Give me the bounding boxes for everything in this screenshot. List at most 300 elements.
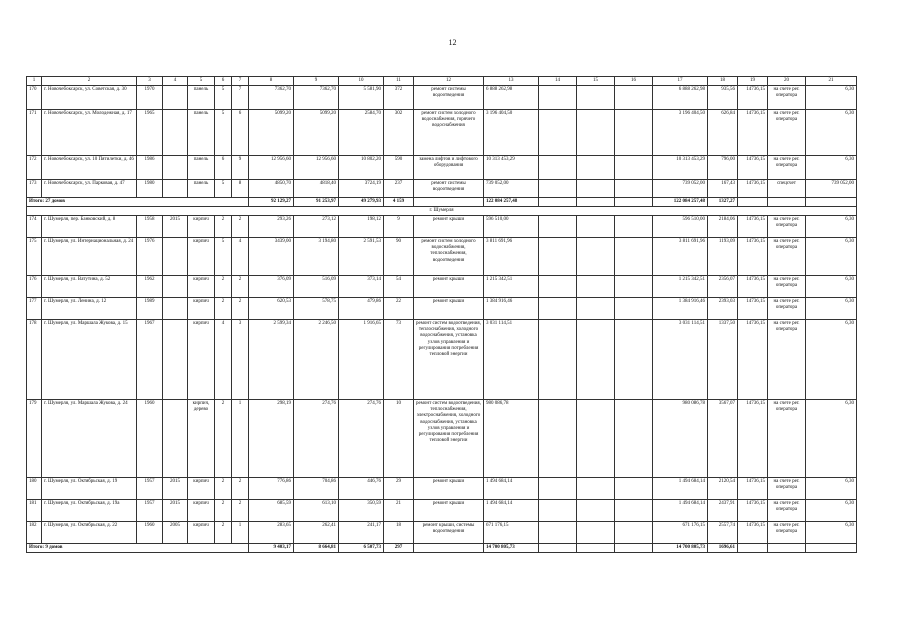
table-cell: 1327,27 bbox=[708, 198, 738, 207]
table-cell: спецсчет bbox=[768, 180, 806, 198]
table-cell bbox=[577, 180, 615, 198]
table-cell: на счете рег. оператора bbox=[768, 298, 806, 320]
table-cell: 14 bbox=[539, 77, 577, 86]
table-cell: 613,10 bbox=[294, 500, 339, 522]
table-cell: 182 bbox=[27, 522, 42, 544]
table-cell: 1967 bbox=[137, 320, 163, 400]
table-cell bbox=[539, 86, 577, 110]
table-cell: 2 bbox=[215, 298, 232, 320]
table-cell: г. Новочебоксарск, ул. Советская, д. 30 bbox=[42, 86, 137, 110]
table-cell bbox=[738, 198, 768, 207]
table-cell: 241,17 bbox=[339, 522, 384, 544]
table-cell: 980 086,78 bbox=[653, 400, 708, 478]
table-cell: 1 494 684,14 bbox=[484, 478, 539, 500]
table-cell: 14736,15 bbox=[738, 110, 768, 156]
table-cell: 7362,70 bbox=[249, 86, 294, 110]
table-cell: 6 888 262,98 bbox=[653, 86, 708, 110]
table-cell: 14736,15 bbox=[738, 180, 768, 198]
table-cell: 2584,70 bbox=[339, 110, 384, 156]
table-cell: 122 084 257,48 bbox=[484, 198, 539, 207]
table-cell bbox=[738, 544, 768, 553]
table-cell: 1960 bbox=[137, 522, 163, 544]
table-cell: 6,30 bbox=[806, 276, 857, 298]
table-cell: г. Шумерля, ул. Ватутина, д. 52 bbox=[42, 276, 137, 298]
table-cell: кирпич bbox=[188, 320, 215, 400]
table-cell: на счете рег. оператора bbox=[768, 276, 806, 298]
table-cell bbox=[615, 478, 653, 500]
table-cell: на счете рег. оператора bbox=[768, 238, 806, 276]
table-row bbox=[27, 276, 857, 298]
table-cell: кирпич bbox=[188, 238, 215, 276]
table-cell: Итого: 27 домов bbox=[27, 198, 249, 207]
table-cell: 1 494 684,14 bbox=[653, 500, 708, 522]
table-cell: кирпич, дерево bbox=[188, 400, 215, 478]
table-cell: 20 bbox=[768, 77, 806, 86]
table-cell: 21 bbox=[806, 77, 857, 86]
table-cell bbox=[163, 110, 188, 156]
table-cell: 4 bbox=[215, 320, 232, 400]
table-cell bbox=[577, 522, 615, 544]
table-cell: 7 bbox=[232, 86, 249, 110]
table-cell: 2015 bbox=[163, 216, 188, 238]
table-cell: 17 bbox=[653, 77, 708, 86]
table-cell: ремонт систем холодного водоснабжения, горячего водоснабжения bbox=[414, 110, 484, 156]
table-cell bbox=[615, 238, 653, 276]
table-cell: 16 bbox=[615, 77, 653, 86]
table-cell: 980 086,78 bbox=[484, 400, 539, 478]
table-cell: 13 bbox=[484, 77, 539, 86]
table-cell: 1 494 684,14 bbox=[653, 478, 708, 500]
table-cell: ремонт крыши bbox=[414, 216, 484, 238]
table-cell bbox=[577, 544, 615, 553]
table-cell: на счете рег. оператора bbox=[768, 522, 806, 544]
table-cell bbox=[615, 298, 653, 320]
table-cell: 1 494 684,14 bbox=[484, 500, 539, 522]
table-cell: 3 bbox=[137, 77, 163, 86]
table-cell: 237 bbox=[384, 180, 414, 198]
table-cell bbox=[539, 478, 577, 500]
table-cell: 2005 bbox=[163, 522, 188, 544]
table-cell: 6,30 bbox=[806, 522, 857, 544]
table-cell: 18 bbox=[384, 522, 414, 544]
table-cell bbox=[768, 544, 806, 553]
table-cell: 302 bbox=[384, 110, 414, 156]
table-cell bbox=[163, 400, 188, 478]
table-cell: на счете рег. оператора bbox=[768, 86, 806, 110]
table-cell: 1962 bbox=[137, 276, 163, 298]
table-cell: 1 bbox=[27, 77, 42, 86]
table-cell: 1 bbox=[232, 522, 249, 544]
table-cell: 180 bbox=[27, 478, 42, 500]
table-cell: 10 bbox=[339, 77, 384, 86]
table-cell: 3 196 404,50 bbox=[484, 110, 539, 156]
table-cell: ремонт крыши bbox=[414, 276, 484, 298]
table-cell bbox=[577, 320, 615, 400]
table-cell: 739 052,00 bbox=[653, 180, 708, 198]
table-cell: кирпич bbox=[188, 478, 215, 500]
table-cell: г. Шумерля, ул. Интернациональная, д. 24 bbox=[42, 238, 137, 276]
table-cell bbox=[615, 544, 653, 553]
table-cell: 590 bbox=[384, 156, 414, 180]
table-cell: 10 802,20 bbox=[339, 156, 384, 180]
table-cell: 2 bbox=[215, 500, 232, 522]
table-cell: 2437,91 bbox=[708, 500, 738, 522]
table-cell: 935,56 bbox=[708, 86, 738, 110]
table-cell bbox=[615, 180, 653, 198]
table-cell: 2 bbox=[215, 522, 232, 544]
table-cell: 4 bbox=[232, 238, 249, 276]
capital-repair-table bbox=[26, 76, 857, 553]
table-cell: 6 bbox=[215, 156, 232, 180]
table-cell: 178 bbox=[27, 320, 42, 400]
table-cell: 2 bbox=[232, 298, 249, 320]
table-cell: 6,30 bbox=[806, 478, 857, 500]
table-cell: 174 bbox=[27, 216, 42, 238]
table-cell: 10 313 453,29 bbox=[653, 156, 708, 180]
table-cell: 9 bbox=[294, 77, 339, 86]
table-cell: 1980 bbox=[137, 180, 163, 198]
table-cell: 1958 bbox=[137, 216, 163, 238]
table-cell bbox=[539, 276, 577, 298]
table-cell: 8 bbox=[232, 180, 249, 198]
table-cell: 1337,50 bbox=[708, 320, 738, 400]
table-row bbox=[27, 180, 857, 198]
table-cell: 283,65 bbox=[249, 522, 294, 544]
table-cell: 3439,00 bbox=[249, 238, 294, 276]
table-cell: ремонт систем водоотведения, теплоснабжения, холодного водоснабжения, установка узлов управления и регулирования потребления тепловой энергии bbox=[414, 320, 484, 400]
table-cell: 19 bbox=[738, 77, 768, 86]
table-cell bbox=[539, 180, 577, 198]
table-cell: 21 bbox=[384, 500, 414, 522]
table-cell: 12 956,60 bbox=[249, 156, 294, 180]
table-cell: 626,84 bbox=[708, 110, 738, 156]
table-cell: кирпич bbox=[188, 216, 215, 238]
table-cell: 1 215 342,51 bbox=[484, 276, 539, 298]
table-cell: 6,30 bbox=[806, 156, 857, 180]
table-cell: ремонт системы водоотведения bbox=[414, 180, 484, 198]
table-cell: 671 176,15 bbox=[484, 522, 539, 544]
table-cell: 15 bbox=[577, 77, 615, 86]
table-cell: 3 196 404,50 bbox=[653, 110, 708, 156]
table-cell: 796,00 bbox=[708, 156, 738, 180]
table-cell: ремонт крыши bbox=[414, 478, 484, 500]
table-cell: 14736,15 bbox=[738, 276, 768, 298]
table-cell: 704,86 bbox=[294, 478, 339, 500]
table-cell bbox=[539, 198, 577, 207]
table-cell bbox=[539, 156, 577, 180]
table-cell bbox=[615, 320, 653, 400]
table-cell: 3 811 691,96 bbox=[653, 238, 708, 276]
table-cell: 6,30 bbox=[806, 216, 857, 238]
table-cell: 7362,70 bbox=[294, 86, 339, 110]
table-cell: 171 bbox=[27, 110, 42, 156]
table-cell: 2 bbox=[232, 500, 249, 522]
table-cell: 2356,07 bbox=[708, 276, 738, 298]
table-cell: 176 bbox=[27, 276, 42, 298]
table-cell: 2015 bbox=[163, 478, 188, 500]
table-cell: 1 215 342,51 bbox=[653, 276, 708, 298]
table-cell bbox=[615, 110, 653, 156]
table-cell bbox=[806, 544, 857, 553]
table-cell: 29 bbox=[384, 478, 414, 500]
table-cell: 5 581,90 bbox=[339, 86, 384, 110]
table-cell: 739 052,00 bbox=[484, 180, 539, 198]
table-cell: 6 bbox=[232, 110, 249, 156]
table-cell: 4 159 bbox=[384, 198, 414, 207]
table-cell: 22 bbox=[384, 298, 414, 320]
table-cell: 274,76 bbox=[294, 400, 339, 478]
table-cell: 446,76 bbox=[339, 478, 384, 500]
table-cell bbox=[539, 110, 577, 156]
table-cell: 596 510,00 bbox=[484, 216, 539, 238]
table-cell: 6,30 bbox=[806, 238, 857, 276]
table-cell: 4 bbox=[163, 77, 188, 86]
table-cell: Итого: 9 домов bbox=[27, 544, 249, 553]
table-cell: 274,76 bbox=[339, 400, 384, 478]
table-cell: 1957 bbox=[137, 500, 163, 522]
table-cell: 373,14 bbox=[339, 276, 384, 298]
table-cell: 92 129,27 bbox=[249, 198, 294, 207]
table-cell: на счете рег. оператора bbox=[768, 478, 806, 500]
table-cell: г. Шумерля, ул. Октябрьская, д. 22 bbox=[42, 522, 137, 544]
table-cell: 90 bbox=[384, 238, 414, 276]
table-cell: 3567,07 bbox=[708, 400, 738, 478]
table-cell: г. Шумерля, ул. Октябрьская, д. 19а bbox=[42, 500, 137, 522]
table-cell: 14736,15 bbox=[738, 522, 768, 544]
table-cell: ремонт крыши bbox=[414, 500, 484, 522]
table-cell bbox=[163, 86, 188, 110]
table-cell: ремонт систем холодного водоснабжения, теплоснабжения, водоотведения bbox=[414, 238, 484, 276]
table-cell: 6 507,73 bbox=[339, 544, 384, 553]
table-cell: 12 bbox=[414, 77, 484, 86]
table-cell: 10 bbox=[384, 400, 414, 478]
table-cell: 6,30 bbox=[806, 500, 857, 522]
table-cell: 5 bbox=[215, 110, 232, 156]
table-cell: 14736,15 bbox=[738, 156, 768, 180]
table-cell: 14736,15 bbox=[738, 86, 768, 110]
table-cell: на счете рег. оператора bbox=[768, 320, 806, 400]
table-cell: 5099,20 bbox=[249, 110, 294, 156]
table-row bbox=[27, 156, 857, 180]
table-cell: 3 031 114,51 bbox=[484, 320, 539, 400]
table-cell: 2184,06 bbox=[708, 216, 738, 238]
table-cell: 293,26 bbox=[249, 216, 294, 238]
table-cell: 1965 bbox=[137, 110, 163, 156]
table-cell bbox=[414, 198, 484, 207]
table-cell: панель bbox=[188, 156, 215, 180]
table-cell: 175 bbox=[27, 238, 42, 276]
table-cell: кирпич bbox=[188, 522, 215, 544]
table-cell bbox=[577, 478, 615, 500]
table-cell: 2120,54 bbox=[708, 478, 738, 500]
table-cell bbox=[577, 216, 615, 238]
table-cell: 1970 bbox=[137, 86, 163, 110]
table-cell: г. Шумерля, ул. Ленина, д. 12 bbox=[42, 298, 137, 320]
table-cell: 14736,15 bbox=[738, 400, 768, 478]
table-cell bbox=[163, 276, 188, 298]
table-cell: 262,41 bbox=[294, 522, 339, 544]
table-cell: 14736,15 bbox=[738, 478, 768, 500]
table-cell: 2 bbox=[215, 400, 232, 478]
table-cell: 4818,40 bbox=[294, 180, 339, 198]
table-cell: 2 bbox=[232, 216, 249, 238]
table-cell: 6,30 bbox=[806, 298, 857, 320]
table-cell: 122 084 257,48 bbox=[653, 198, 708, 207]
table-cell: 49 279,93 bbox=[339, 198, 384, 207]
total-row bbox=[27, 544, 857, 553]
table-cell: 198,12 bbox=[339, 216, 384, 238]
table-cell: 2 bbox=[42, 77, 137, 86]
page-number: 12 bbox=[448, 38, 457, 47]
table-cell bbox=[539, 522, 577, 544]
table-cell: панель bbox=[188, 110, 215, 156]
table-cell: 73 bbox=[384, 320, 414, 400]
table-row bbox=[27, 478, 857, 500]
table-cell: 14736,15 bbox=[738, 238, 768, 276]
table-cell: г. Шумерля, пер. Банковский, д. 8 bbox=[42, 216, 137, 238]
table-cell: 9 403,17 bbox=[249, 544, 294, 553]
table-cell: 167,43 bbox=[708, 180, 738, 198]
table-cell: 6 888 262,98 bbox=[484, 86, 539, 110]
table-cell bbox=[539, 238, 577, 276]
table-cell bbox=[577, 156, 615, 180]
table-cell: 297 bbox=[384, 544, 414, 553]
table-cell: 14736,15 bbox=[738, 216, 768, 238]
table-cell: 671 176,15 bbox=[653, 522, 708, 544]
table-cell: 2 bbox=[232, 478, 249, 500]
table-cell: 2 246,50 bbox=[294, 320, 339, 400]
table-cell: на счете рег. оператора bbox=[768, 400, 806, 478]
table-cell: 14736,15 bbox=[738, 298, 768, 320]
table-cell: 5 bbox=[188, 77, 215, 86]
table-cell: 1986 bbox=[137, 156, 163, 180]
table-cell: 5099,20 bbox=[294, 110, 339, 156]
table-cell: 14 700 805,73 bbox=[653, 544, 708, 553]
table-cell: 8 bbox=[249, 77, 294, 86]
table-cell: 685,59 bbox=[249, 500, 294, 522]
table-cell: 7 bbox=[232, 77, 249, 86]
column-number-row bbox=[27, 77, 857, 86]
table-cell: г. Шумерля, ул. Маршала Жукова, д. 24 bbox=[42, 400, 137, 478]
table-cell: 9 bbox=[232, 156, 249, 180]
table-cell: г. Шумерля bbox=[27, 207, 857, 216]
table-cell: 2 bbox=[232, 276, 249, 298]
table-cell: 54 bbox=[384, 276, 414, 298]
table-cell: 8 664,81 bbox=[294, 544, 339, 553]
table-cell: 4850,70 bbox=[249, 180, 294, 198]
table-cell: замена лифтов и лифтового оборудования bbox=[414, 156, 484, 180]
table-cell: 2393,03 bbox=[708, 298, 738, 320]
table-cell: 1976 bbox=[137, 238, 163, 276]
table-cell bbox=[539, 216, 577, 238]
table-cell: 2 bbox=[215, 276, 232, 298]
table-cell: кирпич bbox=[188, 298, 215, 320]
table-cell: 6 bbox=[215, 77, 232, 86]
total-row bbox=[27, 198, 857, 207]
table-cell: 620,53 bbox=[249, 298, 294, 320]
table-cell: 2 591,53 bbox=[339, 238, 384, 276]
table-cell bbox=[577, 238, 615, 276]
table-cell: 91 253,97 bbox=[294, 198, 339, 207]
table-cell: 9 bbox=[384, 216, 414, 238]
table-cell bbox=[615, 276, 653, 298]
table-cell: 11 bbox=[384, 77, 414, 86]
table-cell bbox=[577, 400, 615, 478]
table-cell bbox=[615, 156, 653, 180]
table-cell: 1989 bbox=[137, 298, 163, 320]
table-cell: г. Новочебоксарск, ул. Молодежная, д. 17 bbox=[42, 110, 137, 156]
table-cell: 6,30 bbox=[806, 86, 857, 110]
table-cell: 2 bbox=[215, 478, 232, 500]
table-cell: 5 bbox=[215, 180, 232, 198]
table-cell: 170 bbox=[27, 86, 42, 110]
table-cell: ремонт системы водоотведения bbox=[414, 86, 484, 110]
table-cell: 1 916,65 bbox=[339, 320, 384, 400]
table-cell: 596 510,00 bbox=[653, 216, 708, 238]
table-cell bbox=[577, 198, 615, 207]
table-row bbox=[27, 86, 857, 110]
table-cell: 6,30 bbox=[806, 400, 857, 478]
table-cell: 2015 bbox=[163, 500, 188, 522]
table-cell: 1957 bbox=[137, 478, 163, 500]
table-row bbox=[27, 522, 857, 544]
table-cell bbox=[577, 276, 615, 298]
table-cell bbox=[163, 238, 188, 276]
table-cell: ремонт крыши, системы водоотведения bbox=[414, 522, 484, 544]
table-cell: 179 bbox=[27, 400, 42, 478]
table-cell: 350,59 bbox=[339, 500, 384, 522]
table-cell: 739 052,00 bbox=[806, 180, 857, 198]
table-cell bbox=[163, 156, 188, 180]
table-row bbox=[27, 298, 857, 320]
table-cell: панель bbox=[188, 86, 215, 110]
table-cell: 3 194,80 bbox=[294, 238, 339, 276]
table-cell: 10 313 453,29 bbox=[484, 156, 539, 180]
table-cell: 1 bbox=[232, 400, 249, 478]
table-cell bbox=[577, 500, 615, 522]
table-cell bbox=[615, 400, 653, 478]
table-cell bbox=[163, 180, 188, 198]
table-cell bbox=[577, 110, 615, 156]
table-cell: 6,30 bbox=[806, 110, 857, 156]
table-cell bbox=[768, 198, 806, 207]
table-cell bbox=[577, 86, 615, 110]
table-cell: 1 384 916,46 bbox=[484, 298, 539, 320]
table-cell: 12 956,60 bbox=[294, 156, 339, 180]
table-cell: 14736,15 bbox=[738, 320, 768, 400]
table-cell: 6,30 bbox=[806, 320, 857, 400]
table-cell: 3 031 114,51 bbox=[653, 320, 708, 400]
table-cell bbox=[539, 400, 577, 478]
table-row bbox=[27, 216, 857, 238]
table-cell: 2 bbox=[215, 216, 232, 238]
table-cell: 172 bbox=[27, 156, 42, 180]
table-cell: 298,19 bbox=[249, 400, 294, 478]
table-cell: г. Шумерля, ул. Маршала Жукова, д. 15 bbox=[42, 320, 137, 400]
table-cell: 14736,15 bbox=[738, 500, 768, 522]
city-heading-row bbox=[27, 207, 857, 216]
table-cell: 479,86 bbox=[339, 298, 384, 320]
table-cell: на счете рег. оператора bbox=[768, 156, 806, 180]
table-cell: 173 bbox=[27, 180, 42, 198]
table-row bbox=[27, 110, 857, 156]
table-cell: на счете рег. оператора bbox=[768, 216, 806, 238]
table-row bbox=[27, 500, 857, 522]
table-cell bbox=[539, 298, 577, 320]
table-cell: 3 bbox=[232, 320, 249, 400]
table-cell: ремонт систем водоотведения, теплоснабжения, электроснабжения, холодного водоснабжения, установка узлов управления и регулирования потребления тепловой энергии bbox=[414, 400, 484, 478]
table-cell bbox=[806, 198, 857, 207]
